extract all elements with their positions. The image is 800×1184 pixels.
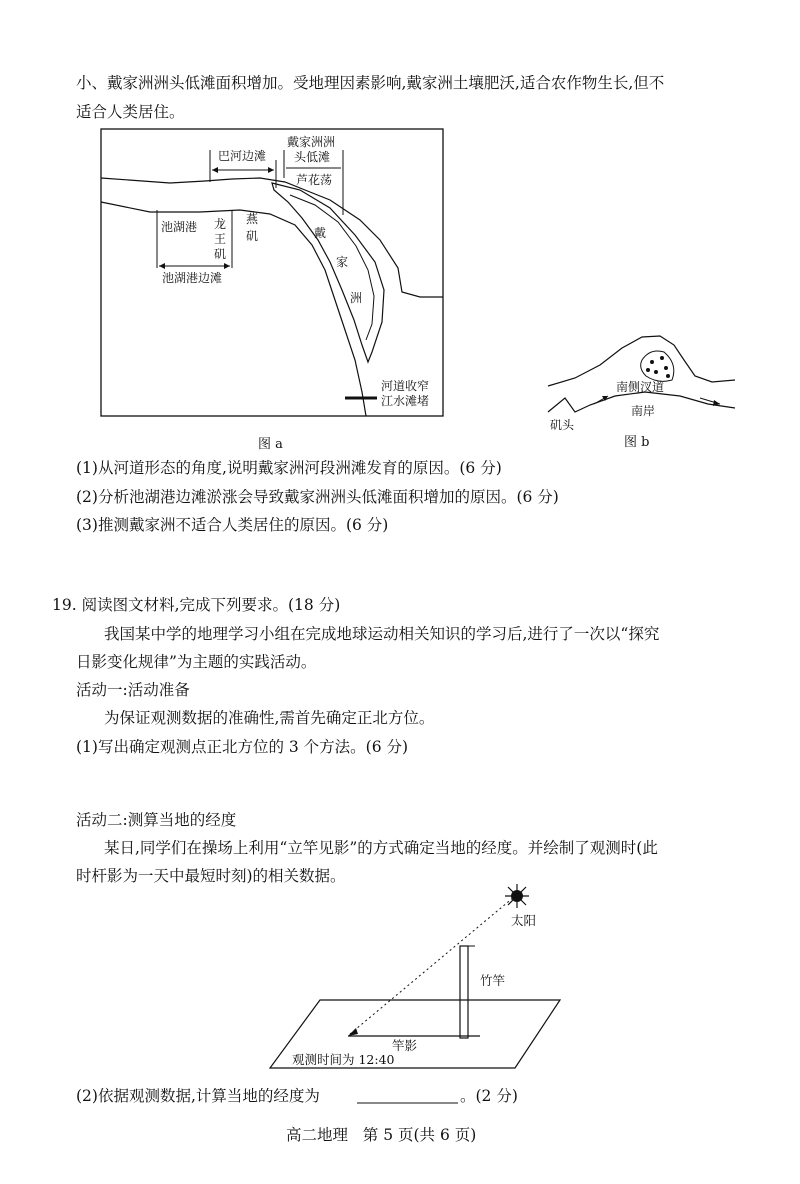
fig-a-label-chihugang-bank: 池湖港边滩 [162, 271, 223, 285]
fig-a-label-head-1: 戴家洲洲 [287, 135, 336, 149]
fig-a-label-dai: 戴 [314, 226, 327, 240]
fig-a-label-jia: 家 [336, 255, 349, 269]
page-footer: 高二地理 第 5 页(共 6 页) [286, 1126, 477, 1144]
q19-sub-1: (1)写出确定观测点正北方位的 3 个方法。(6 分) [76, 738, 409, 756]
fig-a-river-lower-bank [101, 202, 366, 416]
label-sun: 太阳 [511, 913, 537, 928]
fig-a-label-bahe: 巴河边滩 [218, 149, 267, 163]
intro-line-1: 小、戴家洲洲头低滩面积增加。受地理因素影响,戴家洲土壤肥沃,适合农作物生长,但不 [76, 74, 665, 92]
label-pole: 竹竿 [480, 973, 506, 988]
sun-icon [505, 884, 529, 908]
activity-2-title: 活动二:测算当地的经度 [76, 811, 237, 829]
q18-sub-2: (2)分析池湖港边滩淤涨会导致戴家洲洲头低滩面积增加的原因。(6 分) [76, 488, 559, 506]
activity-2-line-2: 时杆影为一天中最短时刻)的相关数据。 [76, 867, 346, 885]
fig-a-label-longwang-1: 龙 [214, 217, 227, 231]
q19-para-line-1: 我国某中学的地理学习小组在完成地球运动相关知识的学习后,进行了一次以“探究 [104, 625, 660, 643]
fig-a-label-narrow-2: 江水滩堵 [381, 394, 430, 408]
fig-a-daijia-island [272, 183, 384, 362]
label-time: 观测时间为 12:40 [292, 1052, 395, 1067]
fig-a-label-zhou: 洲 [350, 291, 363, 305]
fig-a-label-narrow-1: 河道收窄 [381, 379, 430, 393]
activity-1-text: 为保证观测数据的准确性,需首先确定正北方位。 [104, 709, 435, 727]
activity-1-title: 活动一:活动准备 [76, 681, 190, 699]
fig-a-label-chihugang: 池湖港 [161, 220, 198, 234]
fig-a-label-luhuadang: 芦花荡 [296, 173, 333, 187]
fig-b-label-south-bank: 南岸 [631, 404, 656, 418]
q18-sub-3: (3)推测戴家洲不适合人类居住的原因。(6 分) [76, 516, 389, 534]
fig-b-label-south-channel: 南侧汊道 [616, 380, 665, 394]
fig-a-label-yan-1: 燕 [246, 212, 259, 226]
fig-a-label-longwang-2: 王 [214, 232, 227, 246]
q19-para-line-2: 日影变化规律”为主题的实践活动。 [76, 653, 317, 671]
fig-a-caption: 图 a [258, 437, 283, 452]
q19-sub-2-tail: 。(2 分) [460, 1087, 518, 1105]
label-shadow: 竿影 [392, 1038, 418, 1053]
intro-line-2: 适合人类居住。 [76, 103, 185, 121]
q18-sub-1: (1)从河道形态的角度,说明戴家洲河段洲滩发育的原因。(6 分) [76, 459, 502, 477]
fig-b-caption: 图 b [624, 435, 650, 450]
bamboo-pole [460, 946, 468, 1038]
activity-2-line-1: 某日,同学们在操场上利用“立竿见影”的方式确定当地的经度。并绘制了观测时(此 [104, 839, 658, 857]
q19-head: 19. 阅读图文材料,完成下列要求。(18 分) [52, 596, 341, 614]
q19-sub-2: (2)依据观测数据,计算当地的经度为 [76, 1087, 320, 1105]
fig-a-river-upper-bank [101, 178, 443, 297]
fig-a-label-yan-2: 矶 [246, 229, 259, 243]
fig-b-label-jitou: 矶头 [550, 418, 575, 432]
fig-a-label-longwang-3: 矶 [214, 247, 227, 261]
fig-a-frame [101, 129, 443, 416]
fig-a-label-head-2: 头低滩 [294, 150, 331, 164]
